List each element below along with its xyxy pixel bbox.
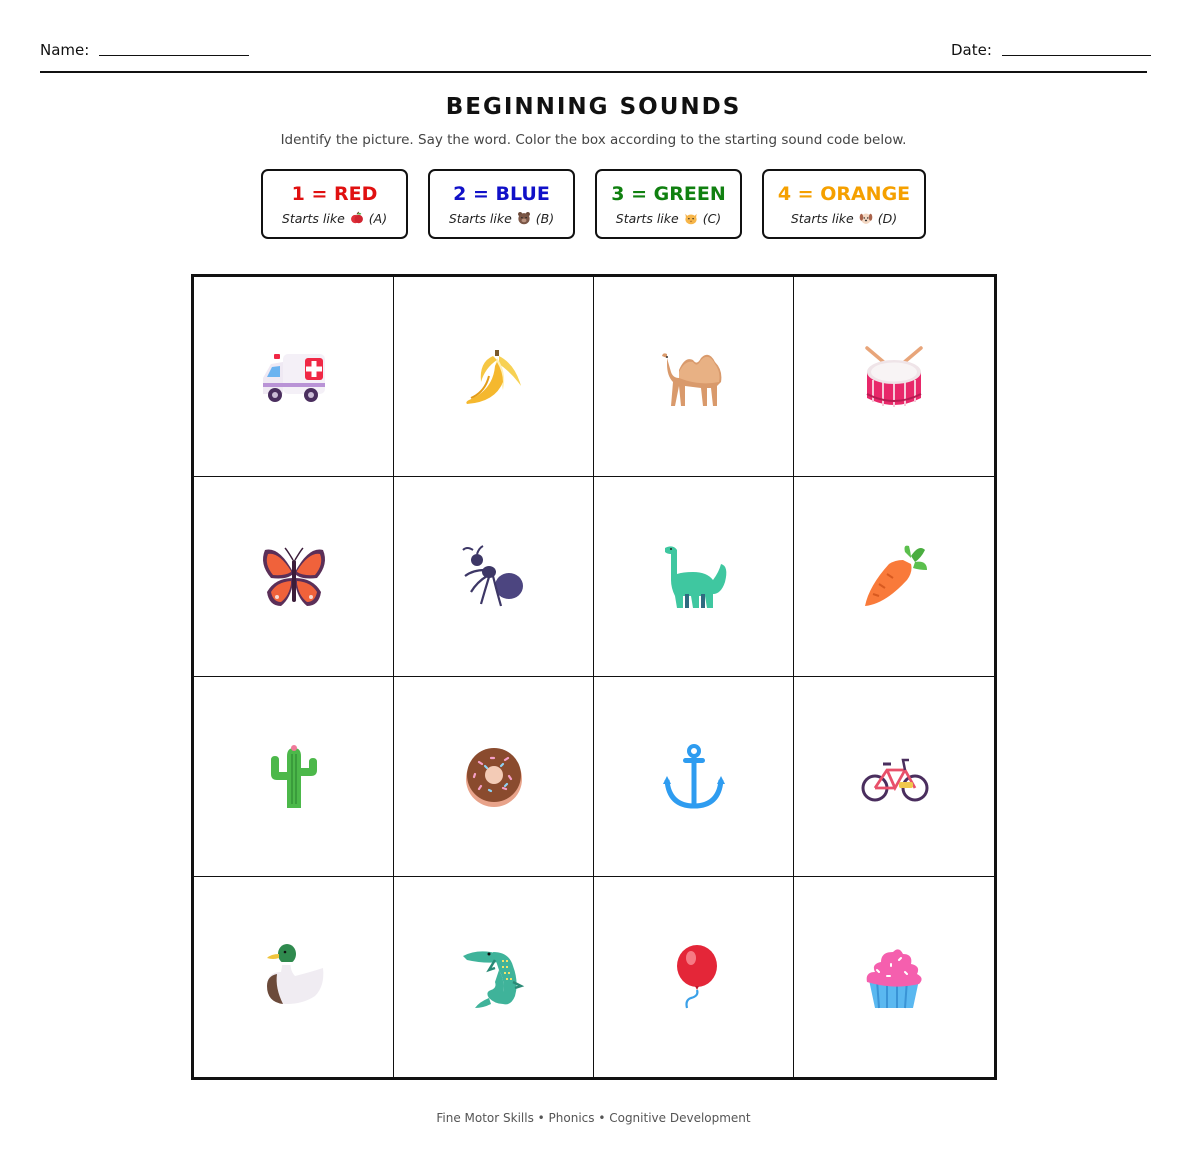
bear-icon	[517, 211, 531, 225]
coloring-grid	[191, 274, 997, 1080]
header-divider	[40, 71, 1147, 73]
grid-cell[interactable]	[394, 277, 594, 477]
camel-icon	[659, 342, 729, 412]
legend-code: 4 = ORANGE	[777, 182, 911, 205]
legend-hint-letter: (B)	[535, 210, 555, 226]
legend-code: 1 = RED	[291, 182, 378, 205]
date-blank-line[interactable]	[1002, 43, 1151, 56]
date-label: Date:	[951, 41, 992, 59]
legend-hint-prefix: Starts like	[281, 210, 345, 226]
legend-green	[595, 169, 742, 239]
name-blank-line[interactable]	[99, 43, 249, 56]
legend-blue	[428, 169, 575, 239]
legend-hint-letter: (D)	[877, 210, 898, 226]
legend-code: 3 = GREEN	[611, 182, 726, 205]
cactus-icon	[259, 742, 329, 812]
legend-hint	[791, 211, 897, 226]
name-field[interactable]	[40, 41, 249, 59]
grid-cell[interactable]	[794, 477, 994, 677]
legend-code: 2 = BLUE	[453, 182, 550, 205]
name-label: Name:	[40, 41, 90, 59]
color-code-legend	[261, 169, 926, 239]
grid-cell[interactable]	[794, 877, 994, 1077]
grid-cell[interactable]	[594, 277, 794, 477]
butterfly-icon	[259, 542, 329, 612]
grid-cell[interactable]	[594, 877, 794, 1077]
worksheet-title: BEGINNING SOUNDS	[445, 94, 742, 120]
drum-icon	[859, 342, 929, 412]
bicycle-icon	[859, 742, 929, 812]
crocodile-icon	[459, 942, 529, 1012]
legend-orange	[762, 169, 926, 239]
cat-icon	[684, 211, 698, 225]
grid-cell[interactable]	[194, 477, 394, 677]
grid-cell[interactable]	[594, 677, 794, 877]
legend-hint	[282, 211, 387, 226]
banana-icon	[459, 342, 529, 412]
grid-cell[interactable]	[194, 877, 394, 1077]
grid-cell[interactable]	[794, 277, 994, 477]
grid-cell[interactable]	[194, 277, 394, 477]
instructions: Identify the picture. Say the word. Color the box according to the starting sound code below.	[280, 132, 907, 148]
grid-cell[interactable]	[194, 677, 394, 877]
date-field[interactable]	[951, 41, 1151, 59]
apple-icon	[350, 211, 364, 225]
grid-cell[interactable]	[794, 677, 994, 877]
grid-cell[interactable]	[394, 477, 594, 677]
grid-cell[interactable]	[594, 477, 794, 677]
legend-hint-prefix: Starts like	[615, 210, 679, 226]
legend-hint-prefix: Starts like	[448, 210, 512, 226]
cupcake-icon	[859, 942, 929, 1012]
carrot-icon	[859, 542, 929, 612]
anchor-icon	[659, 742, 729, 812]
legend-hint-letter: (A)	[368, 210, 388, 226]
dinosaur-icon	[659, 542, 729, 612]
legend-hint	[449, 211, 554, 226]
grid-cell[interactable]	[394, 677, 594, 877]
grid-cell[interactable]	[394, 877, 594, 1077]
dog-icon	[859, 211, 873, 225]
balloon-icon	[659, 942, 729, 1012]
legend-hint-letter: (C)	[702, 210, 722, 226]
legend-hint	[616, 211, 721, 226]
legend-hint-prefix: Starts like	[790, 210, 854, 226]
legend-red	[261, 169, 408, 239]
duck-icon	[259, 942, 329, 1012]
ambulance-icon	[259, 342, 329, 412]
donut-icon	[459, 742, 529, 812]
footer-text: Fine Motor Skills • Phonics • Cognitive Development	[436, 1111, 751, 1125]
ant-icon	[459, 542, 529, 612]
